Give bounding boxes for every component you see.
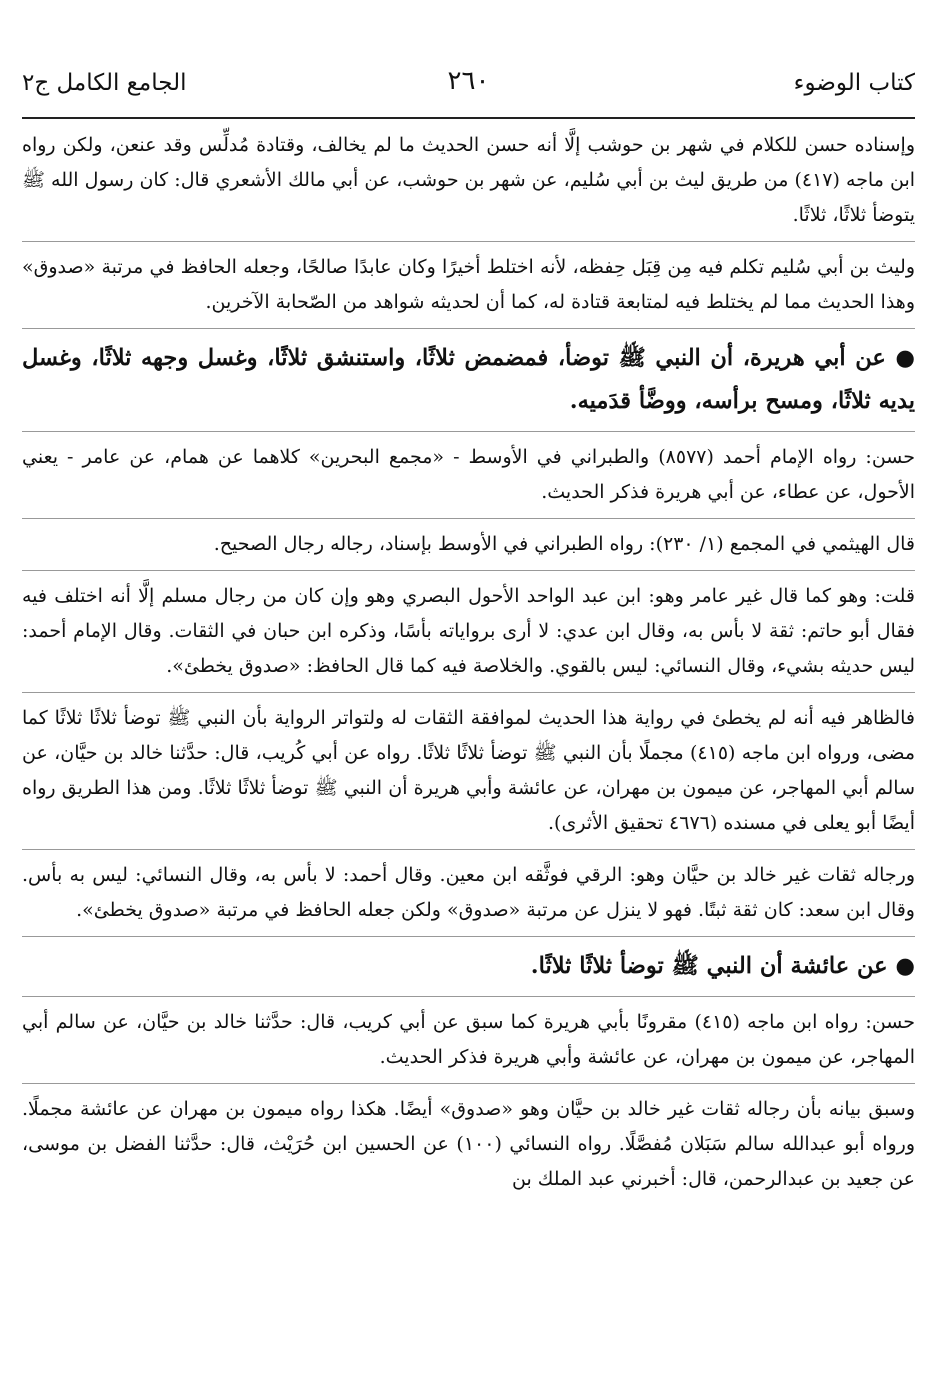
divider <box>22 431 915 432</box>
hadith-text: ● عن عائشة أن النبي ﷺ توضأ ثلاثًا ثلاثًا. <box>530 953 915 979</box>
page-body <box>22 128 915 1378</box>
paragraph: وإسناده حسن للكلام في شهر بن حوشب إلَّا أنه حسن الحديث ما لم يخالف، وقتادة مُدلِّس وقد عنعن، ولكن رواه ابن ماجه (٤١٧) من طريق ليث بن أبي سُليم، عن شهر بن حوشب، عن أبي مالك الأشعري قال: كان رسول الله ﷺ يتوضأ ثلاثًا، ثلاثًا. <box>22 134 916 226</box>
divider <box>22 692 915 693</box>
divider <box>22 241 915 242</box>
divider <box>22 936 915 937</box>
book-title: الجامع الكامل ج٢ <box>22 70 187 96</box>
paragraph: قال الهيثمي في المجمع (١/ ٢٣٠): رواه الطبراني في الأوسط بإسناد، رجاله رجال الصحيح. <box>213 533 915 555</box>
divider <box>22 849 915 850</box>
header-rule <box>22 117 915 119</box>
page-number: ٢٦٠ <box>447 66 490 96</box>
paragraph: حسن: رواه ابن ماجه (٤١٥) مقرونًا بأبي هريرة كما سبق عن أبي كريب، قال: حدَّثنا خالد بن حيَّان، عن سالم أبي المهاجر، عن ميمون بن مهران، عن عائشة وأبي هريرة فذكر الحديث. <box>22 1011 915 1068</box>
divider <box>22 570 915 571</box>
paragraph: ورجاله ثقات غير خالد بن حيَّان وهو: الرقي فوثَّقه ابن معين. وقال أحمد: لا بأس به، وقال النسائي: ليس به بأس. وقال ابن سعد: كان ثقة ثبتًا. فهو لا ينزل عن مرتبة «صدوق» ولكن جعله الحافظ في مرتبة «صدوق يخطئ». <box>22 864 915 921</box>
divider <box>22 1083 915 1084</box>
paragraph: فالظاهر فيه أنه لم يخطئ في رواية هذا الحديث لموافقة الثقات له ولتواتر الرواية بأن النبي ﷺ توضأ ثلاثًا ثلاثًا كما مضى، ورواه ابن ماجه (٤١٥) مجملًا بأن النبي ﷺ توضأ ثلاثًا ثلاثًا. رواه عن أبي كُريب، قال: حدَّثنا خالد بن حيَّان، عن سالم أبي المهاجر، عن ميمون بن مهران، عن عائشة وأبي هريرة أن النبي ﷺ توضأ ثلاثًا ثلاثًا. ومن هذا الطريق رواه أيضًا أبو يعلى في مسنده (٤٦٧٦ تحقيق الأثرى). <box>22 707 915 834</box>
paragraph: وسبق بيانه بأن رجاله ثقات غير خالد بن حيَّان وهو «صدوق» أيضًا. هكذا رواه ميمون بن مهران عن عائشة مجملًا. ورواه أبو عبدالله سالم سَبَلان مُفصَّلًا. رواه النسائي (١٠٠) عن الحسين ابن حُرَيْث، قال: حدَّثنا الفضل بن موسى، عن جعيد بن عبدالرحمن، قال: أخبرني عبد الملك بن <box>22 1098 915 1190</box>
paragraph: حسن: رواه الإمام أحمد (٨٥٧٧) والطبراني في الأوسط - «مجمع البحرين» كلاهما عن همام، عن عامر - يعني الأحول، عن عطاء، عن أبي هريرة فذكر الحديث. <box>22 446 915 503</box>
divider <box>22 996 915 997</box>
paragraph: وليث بن أبي سُليم تكلم فيه مِن قِبَل حِفظه، لأنه اختلط أخيرًا وكان عابدًا صالحًا، وجعله الحافظ في مرتبة «صدوق» وهذا الحديث مما لم يختلط فيه لمتابعة قتادة له، كما أن لحديثه شواهد من الصّحابة الآخرين. <box>22 256 915 313</box>
chapter-title: كتاب الوضوء <box>793 70 915 96</box>
hadith-text: ● عن أبي هريرة، أن النبي ﷺ توضأ، فمضمض ثلاثًا، واستنشق ثلاثًا، وغسل وجهه ثلاثًا، وغسل يديه ثلاثًا، ومسح برأسه، ووضَّأ قدَميه. <box>22 345 915 414</box>
divider <box>22 518 915 519</box>
paragraph: قلت: وهو كما قال غير عامر وهو: ابن عبد الواحد الأحول البصري وهو وإن كان من رجال مسلم إلَّا أنه اختلف فيه فقال أبو حاتم: ثقة لا بأس به، وقال ابن عدي: لا أرى برواياته بأسًا، وذكره ابن حبان في الثقات. وقال الإمام أحمد: ليس حديثه بشيء، وقال النسائي: ليس بالقوي. والخلاصة فيه كما قال الحافظ: «صدوق يخطئ». <box>22 585 915 677</box>
divider <box>22 328 915 329</box>
page-header <box>22 56 915 116</box>
